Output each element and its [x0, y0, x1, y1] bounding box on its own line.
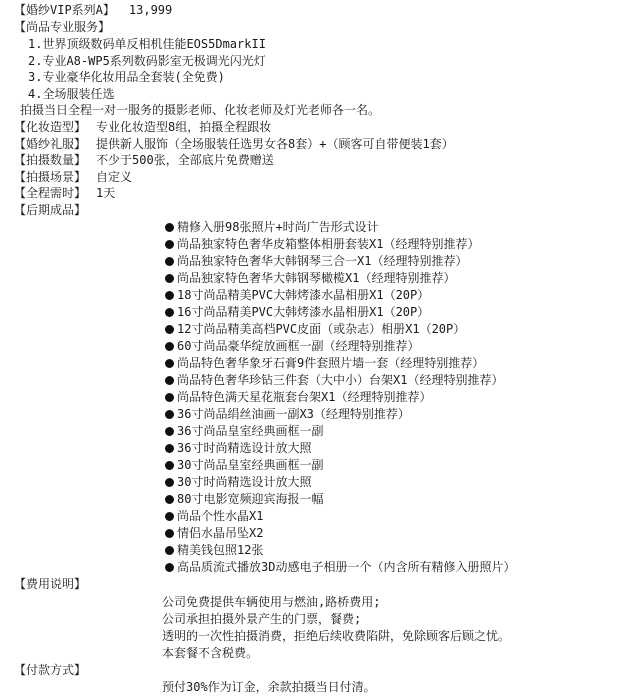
list-item: 尚品个性水晶X1: [165, 508, 263, 524]
bullet-icon: [165, 376, 174, 385]
list-item: 36寸时尚精选设计放大照: [165, 440, 311, 456]
list-item: 36寸尚品绢丝油画一副X3（经理特别推荐）: [165, 406, 410, 422]
package-title: 【婚纱VIP系列A】: [14, 3, 115, 17]
list-item: 16寸尚品精美PVC大韩烤漆水晶相册X1（20P）: [165, 304, 429, 320]
list-item: 尚品特色奢华象牙石膏9件套照片墙一套（经理特别推荐）: [165, 355, 484, 371]
service-item: 2.专业A8-WP5系列数码影室无极调光闪光灯: [28, 54, 266, 68]
list-item: 18寸尚品精美PVC大韩烤漆水晶相册X1（20P）: [165, 287, 429, 303]
list-item: 30寸时尚精选设计放大照: [165, 474, 311, 490]
bullet-icon: [165, 274, 174, 283]
bullet-icon: [165, 291, 174, 300]
fee-item: 本套餐不含税费。: [162, 646, 259, 660]
list-item: 尚品特色满天星花瓶套台架X1（经理特别推荐）: [165, 389, 431, 405]
payment-text: 预付30%作为订金，余款拍摄当日付清。: [162, 680, 376, 694]
bullet-icon: [165, 478, 174, 487]
service-item: 1.世界顶级数码单反相机佳能EOS5DmarkII: [28, 37, 266, 51]
bullet-icon: [165, 308, 174, 317]
bullet-icon: [165, 529, 174, 538]
service-item: 3.专业豪华化妆用品全套装(全免费): [28, 70, 225, 84]
list-item: 尚品特色奢华珍钻三件套（大中小）台架X1（经理特别推荐）: [165, 372, 503, 388]
list-item: 60寸尚品豪华绽放画框一副（经理特别推荐）: [165, 338, 419, 354]
list-item: 12寸尚品精美高档PVC皮面（或杂志）相册X1（20P）: [165, 321, 465, 337]
fee-item: 公司免费提供车辆使用与燃油,路桥费用;: [162, 595, 381, 609]
payment-header: 【付款方式】: [14, 663, 87, 677]
list-item: 尚品独家特色奢华大韩钢琴橄榄X1（经理特别推荐）: [165, 270, 455, 286]
bullet-icon: [165, 563, 174, 572]
detail-value: 1天: [96, 186, 116, 200]
bullet-icon: [165, 427, 174, 436]
detail-row-quantity: [14, 152, 274, 169]
bullet-icon: [165, 325, 174, 334]
package-title-line: [14, 2, 172, 19]
detail-row-makeup: [14, 119, 271, 136]
bullet-icon: [165, 512, 174, 521]
service-item: 4.全场服装任选: [28, 87, 115, 101]
package-price: 13,999: [128, 3, 173, 17]
detail-row-duration: [14, 185, 115, 202]
detail-value: 不少于500张，全部底片免费赠送: [96, 153, 274, 167]
bullet-icon: [165, 342, 174, 351]
list-item: 36寸尚品皇室经典画框一副: [165, 423, 323, 439]
service-header: 【尚品专业服务】: [14, 20, 111, 34]
list-item: 情侣水晶吊坠X2: [165, 525, 263, 541]
list-item: 精修入册98张照片+时尚广告形式设计: [165, 219, 379, 235]
bullet-icon: [165, 444, 174, 453]
bullet-icon: [165, 359, 174, 368]
fee-item: 公司承担拍摄外景产生的门票，餐费;: [162, 612, 362, 626]
fee-item: 透明的一次性拍摄消费，拒绝后续收费陷阱，免除顾客后顾之忧。: [162, 629, 511, 643]
products-header: 【后期成品】: [14, 203, 87, 217]
detail-label: 【化妆造型】: [14, 120, 87, 134]
bullet-icon: [165, 240, 174, 249]
bullet-icon: [165, 257, 174, 266]
bullet-icon: [165, 461, 174, 470]
bullet-icon: [165, 223, 174, 232]
list-item: 80寸电影宽频迎宾海报一幅: [165, 491, 323, 507]
bullet-icon: [165, 546, 174, 555]
list-item: 尚品独家特色奢华大韩钢琴三合一X1（经理特别推荐）: [165, 253, 467, 269]
bullet-icon: [165, 410, 174, 419]
detail-label: 【拍摄数量】: [14, 153, 87, 167]
bullet-icon: [165, 495, 174, 504]
bullet-icon: [165, 393, 174, 402]
list-item: 尚品独家特色奢华皮箱整体相册套装X1（经理特别推荐）: [165, 236, 479, 252]
detail-label: 【全程需时】: [14, 186, 87, 200]
list-item: 30寸尚品皇室经典画框一副: [165, 457, 323, 473]
detail-row-scene: [14, 169, 132, 186]
detail-label: 【拍摄场景】: [14, 170, 87, 184]
detail-value: 专业化妆造型8组，拍摄全程跟妆: [96, 120, 272, 134]
detail-row-dress: [14, 136, 454, 153]
detail-value: 自定义: [96, 170, 133, 184]
detail-label: 【婚纱礼服】: [14, 137, 87, 151]
fees-header: 【费用说明】: [14, 577, 87, 591]
list-item: 精美钱包照12张: [165, 542, 263, 558]
detail-value: 提供新人服饰（全场服装任选男女各8套）+（顾客可自带便装1套）: [96, 137, 454, 151]
list-item: 高品质流式播放3D动感电子相册一个（内含所有精修入册照片）: [165, 559, 515, 575]
service-note: 拍摄当日全程一对一服务的摄影老师、化妆老师及灯光老师各一名。: [20, 103, 381, 117]
